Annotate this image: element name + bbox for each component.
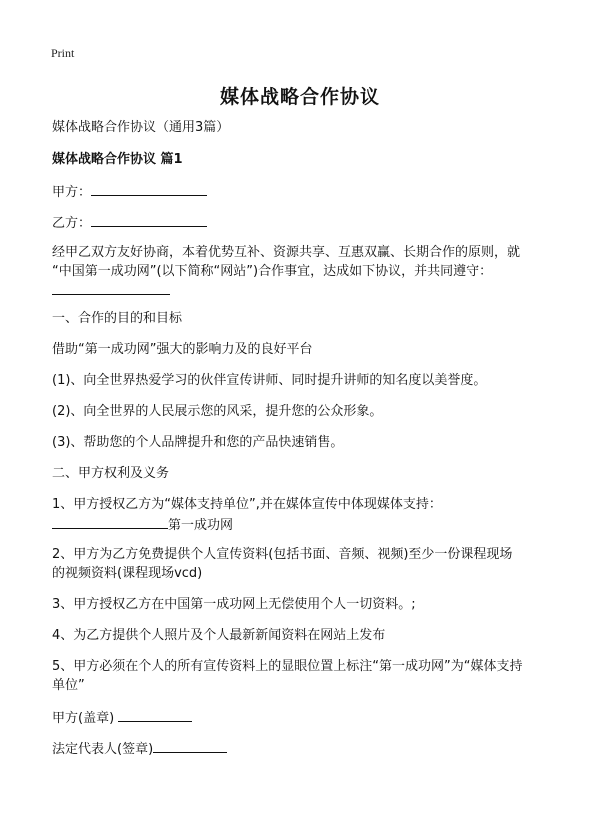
intro-line-2: “中国第一成功网”(以下简称“网站”)合作事宜，达成如下协议，并共同遵守： (52, 264, 493, 279)
item-1-suffix: 第一成功网 (168, 518, 234, 533)
item-1-line-1: 1、甲方授权乙方为“媒体支持单位”,并在媒体宣传中体现媒体支持： (52, 497, 442, 512)
print-label: Print (51, 46, 75, 60)
item-2-line-2: 的视频资料(课程现场vcd) (52, 566, 203, 581)
goal-item-1: (1)、向全世界热爱学习的伙伴宣传讲师、同时提升讲师的知名度以美誉度。 (52, 373, 487, 388)
signature-label: 法定代表人(签章) (52, 742, 154, 757)
separator-rule (52, 294, 170, 295)
item-5-line-2: 单位” (52, 678, 85, 693)
party-a-label: 甲方： (52, 185, 92, 200)
party-b-label: 乙方： (52, 216, 92, 231)
item-2-line-1: 2、甲方为乙方免费提供个人宣传资料(包括书面、音频、视频)至少一份课程现场 (52, 547, 513, 562)
party-a-blank (91, 181, 207, 196)
goal-item-3: (3)、帮助您的个人品牌提升和您的产品快速销售。 (52, 435, 344, 450)
document-subtitle: 媒体战略合作协议（通用3篇） (52, 120, 230, 135)
item-3: 3、甲方授权乙方在中国第一成功网上无偿使用个人一切资料。; (52, 597, 416, 612)
item-5-line-1: 5、甲方必须在个人的所有宣传资料上的显眼位置上标注“第一成功网”为“媒体支持 (52, 659, 523, 674)
heading-party-a-rights: 二、甲方权利及义务 (52, 466, 170, 481)
section-title: 媒体战略合作协议 篇1 (52, 152, 183, 167)
party-b-line (52, 212, 207, 234)
document-title: 媒体战略合作协议 (219, 86, 380, 108)
party-b-blank (91, 212, 207, 227)
item-4: 4、为乙方提供个人照片及个人最新新闻资料在网站上发布 (52, 628, 386, 643)
media-support-blank (52, 514, 168, 529)
item-1-line-2 (52, 514, 233, 536)
goal-intro: 借助“第一成功网”强大的影响力及的良好平台 (52, 342, 313, 357)
seal-blank (118, 707, 192, 722)
signature-blank (153, 738, 227, 753)
seal-label: 甲方(盖章) (52, 711, 115, 726)
party-a-line (52, 181, 207, 203)
signature-line (52, 738, 227, 760)
intro-line-1: 经甲乙双方友好协商，本着优势互补、资源共享、互惠双赢、长期合作的原则，就 (52, 245, 521, 260)
goal-item-2: (2)、向全世界的人民展示您的风采，提升您的公众形象。 (52, 404, 383, 419)
seal-line (52, 707, 192, 729)
heading-cooperation-goals: 一、合作的目的和目标 (52, 311, 183, 326)
